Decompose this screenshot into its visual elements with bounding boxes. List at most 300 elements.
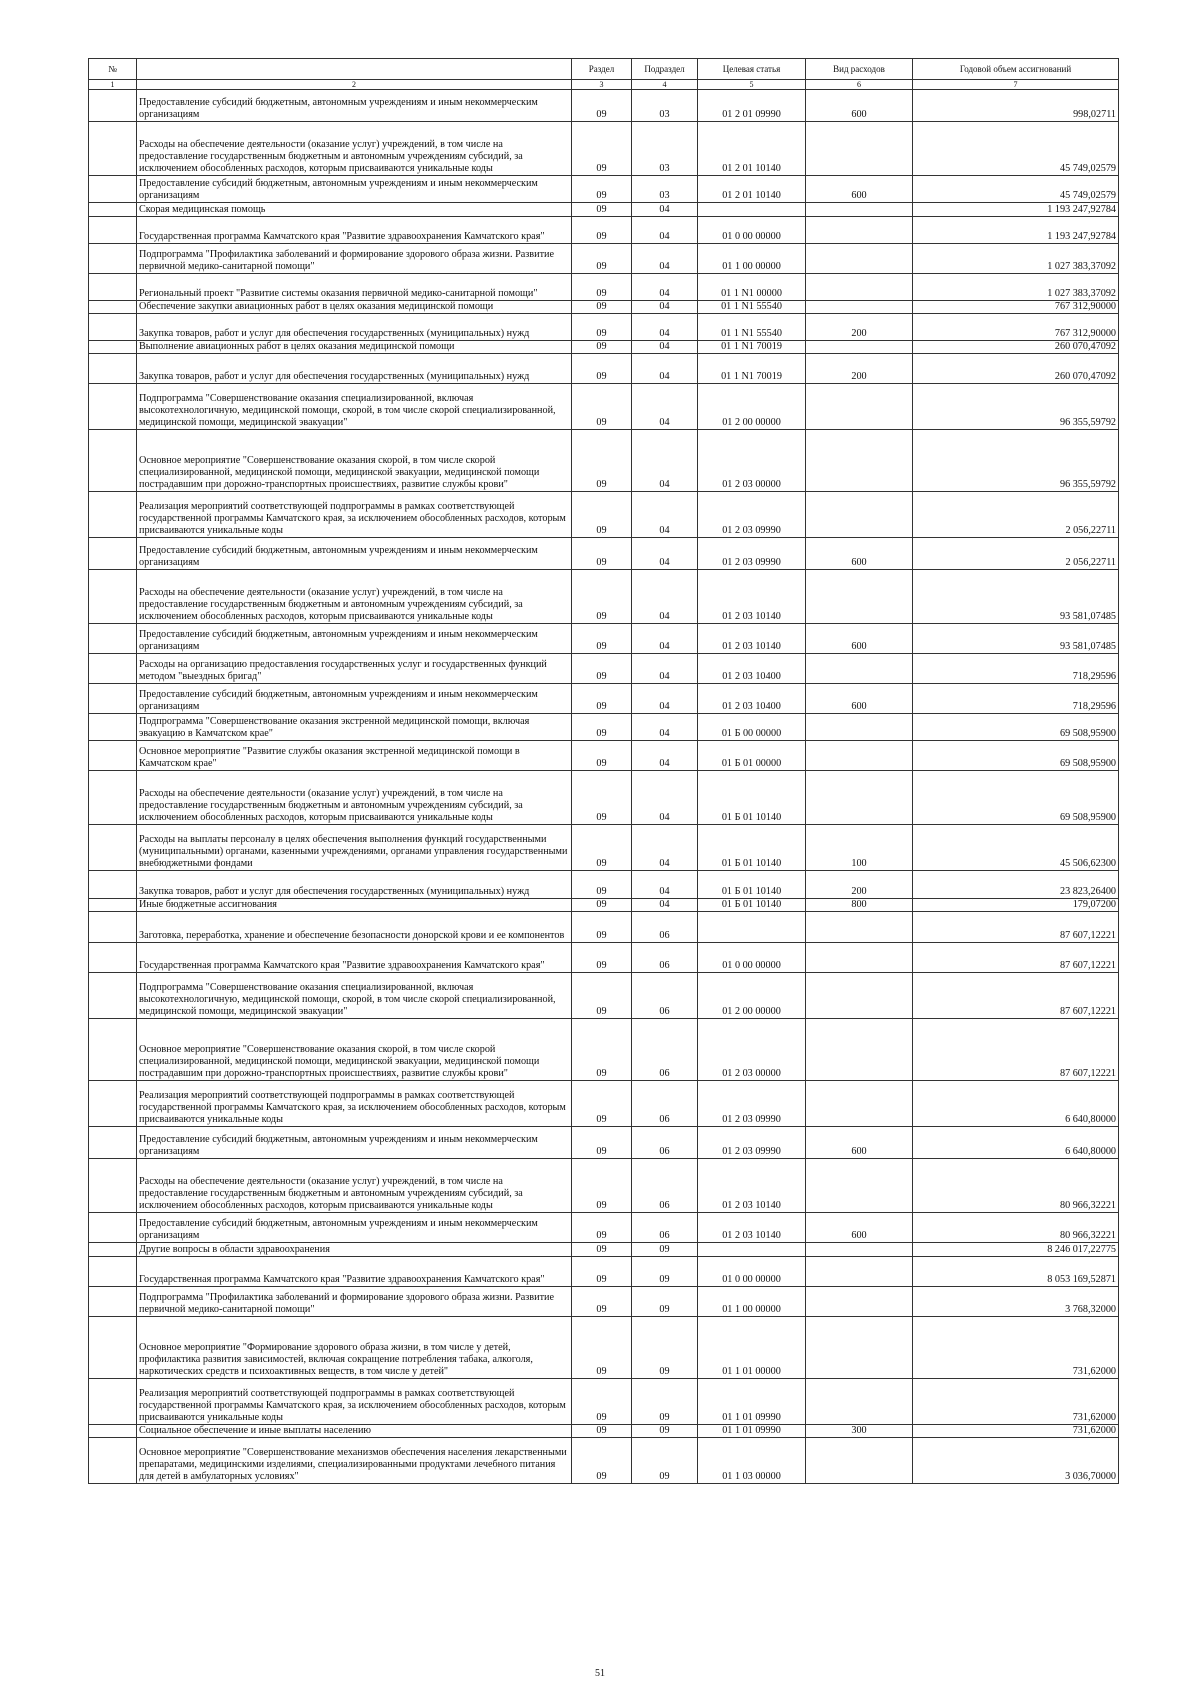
row-subsection-cell: 04 xyxy=(632,341,698,354)
row-section-cell: 09 xyxy=(572,314,632,341)
header-number: 5 xyxy=(698,80,806,90)
row-section-cell: 09 xyxy=(572,871,632,899)
row-number-cell xyxy=(89,771,137,825)
row-article-cell xyxy=(698,912,806,943)
row-kind-cell: 600 xyxy=(806,1213,913,1243)
row-volume-cell: 80 966,32221 xyxy=(913,1213,1119,1243)
table-row xyxy=(89,301,1119,314)
row-number-cell xyxy=(89,1379,137,1425)
row-subsection-cell: 03 xyxy=(632,90,698,122)
row-section-cell: 09 xyxy=(572,1438,632,1484)
row-name-cell: Реализация мероприятий соответствующей подпрограммы в рамках соответствующей государственной программы Камчатского края, за исключением обособленных расходов, которым присваиваются уникальные коды xyxy=(137,1379,572,1425)
row-subsection-cell: 04 xyxy=(632,217,698,244)
row-subsection-cell: 04 xyxy=(632,384,698,430)
header-number: 4 xyxy=(632,80,698,90)
table-row xyxy=(89,176,1119,203)
row-number-cell xyxy=(89,1243,137,1257)
row-name-cell: Подпрограмма "Профилактика заболеваний и формирование здорового образа жизни. Развитие первичной медико-санитарной помощи" xyxy=(137,1287,572,1317)
table-row xyxy=(89,871,1119,899)
row-section-cell: 09 xyxy=(572,122,632,176)
row-kind-cell: 600 xyxy=(806,1127,913,1159)
row-kind-cell: 600 xyxy=(806,624,913,654)
row-name-cell: Обеспечение закупки авиационных работ в целях оказания медицинской помощи xyxy=(137,301,572,314)
header-number: 2 xyxy=(137,80,572,90)
row-kind-cell xyxy=(806,492,913,538)
table-row xyxy=(89,1081,1119,1127)
row-name-cell: Предоставление субсидий бюджетным, автономным учреждениям и иным некоммерческим организациям xyxy=(137,1213,572,1243)
table-row xyxy=(89,654,1119,684)
row-kind-cell xyxy=(806,341,913,354)
row-volume-cell: 1 027 383,37092 xyxy=(913,244,1119,274)
row-number-cell xyxy=(89,1257,137,1287)
row-name-cell: Подпрограмма "Совершенствование оказания экстренной медицинской помощи, включая эвакуацию в Камчатском крае" xyxy=(137,714,572,741)
row-section-cell: 09 xyxy=(572,1317,632,1379)
row-volume-cell: 731,62000 xyxy=(913,1317,1119,1379)
row-article-cell: 01 1 00 00000 xyxy=(698,244,806,274)
row-section-cell: 09 xyxy=(572,341,632,354)
row-volume-cell: 179,07200 xyxy=(913,899,1119,912)
table-row xyxy=(89,1425,1119,1438)
table-row xyxy=(89,122,1119,176)
row-name-cell: Предоставление субсидий бюджетным, автономным учреждениям и иным некоммерческим организациям xyxy=(137,624,572,654)
budget-table xyxy=(88,58,1119,1484)
row-number-cell xyxy=(89,1081,137,1127)
table-row xyxy=(89,354,1119,384)
row-kind-cell xyxy=(806,301,913,314)
row-section-cell: 09 xyxy=(572,176,632,203)
table-body xyxy=(89,90,1119,1484)
row-volume-cell: 96 355,59792 xyxy=(913,384,1119,430)
row-volume-cell: 2 056,22711 xyxy=(913,538,1119,570)
row-section-cell: 09 xyxy=(572,1287,632,1317)
row-kind-cell xyxy=(806,203,913,217)
row-number-cell xyxy=(89,825,137,871)
row-subsection-cell: 04 xyxy=(632,430,698,492)
table-row xyxy=(89,825,1119,871)
row-kind-cell: 100 xyxy=(806,825,913,871)
row-subsection-cell: 04 xyxy=(632,825,698,871)
row-volume-cell: 731,62000 xyxy=(913,1379,1119,1425)
row-name-cell: Закупка товаров, работ и услуг для обеспечения государственных (муниципальных) нужд xyxy=(137,314,572,341)
header-number: 7 xyxy=(913,80,1119,90)
row-subsection-cell: 06 xyxy=(632,912,698,943)
row-article-cell: 01 1 01 09990 xyxy=(698,1425,806,1438)
row-subsection-cell: 04 xyxy=(632,624,698,654)
row-subsection-cell: 04 xyxy=(632,203,698,217)
row-article-cell: 01 2 00 00000 xyxy=(698,384,806,430)
row-subsection-cell: 04 xyxy=(632,570,698,624)
row-article-cell: 01 1 01 00000 xyxy=(698,1317,806,1379)
row-name-cell: Государственная программа Камчатского края "Развитие здравоохранения Камчатского края" xyxy=(137,943,572,973)
row-section-cell: 09 xyxy=(572,570,632,624)
row-name-cell: Государственная программа Камчатского края "Развитие здравоохранения Камчатского края" xyxy=(137,217,572,244)
table-row xyxy=(89,492,1119,538)
row-section-cell: 09 xyxy=(572,1257,632,1287)
row-kind-cell xyxy=(806,1243,913,1257)
row-volume-cell: 8 246 017,22775 xyxy=(913,1243,1119,1257)
row-article-cell: 01 2 03 09990 xyxy=(698,1081,806,1127)
row-subsection-cell: 04 xyxy=(632,714,698,741)
row-kind-cell xyxy=(806,1317,913,1379)
row-volume-cell: 87 607,12221 xyxy=(913,912,1119,943)
row-article-cell: 01 1 03 00000 xyxy=(698,1438,806,1484)
row-article-cell: 01 Б 01 10140 xyxy=(698,771,806,825)
row-subsection-cell: 03 xyxy=(632,122,698,176)
row-volume-cell: 1 193 247,92784 xyxy=(913,203,1119,217)
row-article-cell: 01 2 03 10140 xyxy=(698,570,806,624)
row-subsection-cell: 09 xyxy=(632,1257,698,1287)
row-volume-cell: 8 053 169,52871 xyxy=(913,1257,1119,1287)
row-subsection-cell: 04 xyxy=(632,538,698,570)
row-section-cell: 09 xyxy=(572,1213,632,1243)
row-number-cell xyxy=(89,1425,137,1438)
table-row xyxy=(89,714,1119,741)
table-row xyxy=(89,1019,1119,1081)
row-article-cell: 01 2 03 09990 xyxy=(698,1127,806,1159)
row-section-cell: 09 xyxy=(572,771,632,825)
table-row xyxy=(89,684,1119,714)
row-volume-cell: 731,62000 xyxy=(913,1425,1119,1438)
row-subsection-cell: 04 xyxy=(632,899,698,912)
header-number: 3 xyxy=(572,80,632,90)
table-row xyxy=(89,314,1119,341)
row-kind-cell xyxy=(806,1438,913,1484)
row-kind-cell: 200 xyxy=(806,354,913,384)
row-volume-cell: 6 640,80000 xyxy=(913,1081,1119,1127)
row-kind-cell: 600 xyxy=(806,684,913,714)
row-number-cell xyxy=(89,314,137,341)
row-name-cell: Предоставление субсидий бюджетным, автономным учреждениям и иным некоммерческим организациям xyxy=(137,90,572,122)
row-subsection-cell: 04 xyxy=(632,301,698,314)
row-name-cell: Реализация мероприятий соответствующей подпрограммы в рамках соответствующей государственной программы Камчатского края, за исключением обособленных расходов, которым присваиваются уникальные коды xyxy=(137,1081,572,1127)
row-volume-cell: 96 355,59792 xyxy=(913,430,1119,492)
row-section-cell: 09 xyxy=(572,973,632,1019)
row-article-cell: 01 2 03 00000 xyxy=(698,430,806,492)
row-kind-cell: 800 xyxy=(806,899,913,912)
row-section-cell: 09 xyxy=(572,1081,632,1127)
row-volume-cell: 718,29596 xyxy=(913,654,1119,684)
row-article-cell: 01 2 03 09990 xyxy=(698,492,806,538)
row-kind-cell xyxy=(806,217,913,244)
table-row xyxy=(89,1159,1119,1213)
row-kind-cell xyxy=(806,570,913,624)
row-kind-cell xyxy=(806,1159,913,1213)
row-subsection-cell: 06 xyxy=(632,943,698,973)
row-kind-cell xyxy=(806,973,913,1019)
row-name-cell: Основное мероприятие "Формирование здорового образа жизни, в том числе у детей, профилактика развития зависимостей, включая сокращение потребления табака, алкоголя, наркотических средств и психоактивных веществ, в том числе у детей" xyxy=(137,1317,572,1379)
row-number-cell xyxy=(89,624,137,654)
page-number: 51 xyxy=(595,1668,605,1679)
row-section-cell: 09 xyxy=(572,90,632,122)
row-section-cell: 09 xyxy=(572,244,632,274)
row-section-cell: 09 xyxy=(572,912,632,943)
row-section-cell: 09 xyxy=(572,492,632,538)
row-number-cell xyxy=(89,90,137,122)
row-article-cell: 01 2 00 00000 xyxy=(698,973,806,1019)
row-article-cell: 01 1 N1 70019 xyxy=(698,341,806,354)
row-article-cell: 01 2 01 09990 xyxy=(698,90,806,122)
row-article-cell: 01 2 03 10140 xyxy=(698,1213,806,1243)
table-row xyxy=(89,1438,1119,1484)
row-name-cell: Основное мероприятие "Развитие службы оказания экстренной медицинской помощи в Камчатском крае" xyxy=(137,741,572,771)
row-subsection-cell: 06 xyxy=(632,1127,698,1159)
row-name-cell: Заготовка, переработка, хранение и обеспечение безопасности донорской крови и ее компонентов xyxy=(137,912,572,943)
row-volume-cell: 87 607,12221 xyxy=(913,973,1119,1019)
row-number-cell xyxy=(89,274,137,301)
row-article-cell: 01 2 01 10140 xyxy=(698,176,806,203)
row-article-cell: 01 1 N1 70019 xyxy=(698,354,806,384)
row-article-cell: 01 0 00 00000 xyxy=(698,1257,806,1287)
row-name-cell: Основное мероприятие "Совершенствование механизмов обеспечения населения лекарственными препаратами, медицинскими изделиями, специализированными продуктами лечебного питания для детей в амбулаторных условиях" xyxy=(137,1438,572,1484)
row-kind-cell: 600 xyxy=(806,90,913,122)
row-name-cell: Государственная программа Камчатского края "Развитие здравоохранения Камчатского края" xyxy=(137,1257,572,1287)
row-section-cell: 09 xyxy=(572,1243,632,1257)
table-row xyxy=(89,570,1119,624)
row-subsection-cell: 04 xyxy=(632,771,698,825)
row-volume-cell: 45 749,02579 xyxy=(913,176,1119,203)
row-volume-cell: 93 581,07485 xyxy=(913,624,1119,654)
row-number-cell xyxy=(89,871,137,899)
row-subsection-cell: 06 xyxy=(632,1159,698,1213)
row-number-cell xyxy=(89,430,137,492)
table-row xyxy=(89,624,1119,654)
row-article-cell: 01 Б 00 00000 xyxy=(698,714,806,741)
row-article-cell: 01 Б 01 10140 xyxy=(698,825,806,871)
table-row xyxy=(89,741,1119,771)
table-row xyxy=(89,1287,1119,1317)
table-row xyxy=(89,973,1119,1019)
row-section-cell: 09 xyxy=(572,624,632,654)
row-kind-cell xyxy=(806,384,913,430)
header-no: № xyxy=(89,59,137,80)
row-kind-cell xyxy=(806,122,913,176)
row-section-cell: 09 xyxy=(572,274,632,301)
row-article-cell: 01 Б 01 10140 xyxy=(698,899,806,912)
row-section-cell: 09 xyxy=(572,684,632,714)
row-number-cell xyxy=(89,341,137,354)
row-volume-cell: 1 027 383,37092 xyxy=(913,274,1119,301)
row-volume-cell: 87 607,12221 xyxy=(913,943,1119,973)
row-section-cell: 09 xyxy=(572,714,632,741)
row-kind-cell xyxy=(806,274,913,301)
row-number-cell xyxy=(89,1019,137,1081)
row-number-cell xyxy=(89,570,137,624)
row-number-cell xyxy=(89,1213,137,1243)
row-number-cell xyxy=(89,943,137,973)
row-name-cell: Расходы на выплаты персоналу в целях обеспечения выполнения функций государственными (муниципальными) органами, казенными учреждениями, органами управления государственными внебюджетными фондами xyxy=(137,825,572,871)
row-subsection-cell: 04 xyxy=(632,684,698,714)
table-row xyxy=(89,1127,1119,1159)
row-name-cell: Расходы на обеспечение деятельности (оказание услуг) учреждений, в том числе на предоставление государственным бюджетным и автономным учреждениям субсидий, за исключением обособленных расходов, которым присваиваются уникальные коды xyxy=(137,570,572,624)
row-number-cell xyxy=(89,912,137,943)
row-name-cell: Расходы на организацию предоставления государственных услуг и государственных функций методом "выездных бригад" xyxy=(137,654,572,684)
header-number: 1 xyxy=(89,80,137,90)
row-name-cell: Предоставление субсидий бюджетным, автономным учреждениям и иным некоммерческим организациям xyxy=(137,1127,572,1159)
table-row xyxy=(89,384,1119,430)
row-article-cell: 01 2 03 10140 xyxy=(698,624,806,654)
header-section: Раздел xyxy=(572,59,632,80)
row-article-cell: 01 0 00 00000 xyxy=(698,943,806,973)
row-name-cell: Социальное обеспечение и иные выплаты населению xyxy=(137,1425,572,1438)
table-row xyxy=(89,943,1119,973)
row-subsection-cell: 09 xyxy=(632,1317,698,1379)
row-kind-cell xyxy=(806,1379,913,1425)
row-kind-cell xyxy=(806,1257,913,1287)
row-subsection-cell: 06 xyxy=(632,1081,698,1127)
row-volume-cell: 45 749,02579 xyxy=(913,122,1119,176)
header-kind: Вид расходов xyxy=(806,59,913,80)
row-article-cell: 01 2 03 10400 xyxy=(698,684,806,714)
row-volume-cell: 87 607,12221 xyxy=(913,1019,1119,1081)
row-article-cell: 01 1 N1 55540 xyxy=(698,314,806,341)
row-article-cell: 01 0 00 00000 xyxy=(698,217,806,244)
row-name-cell: Реализация мероприятий соответствующей подпрограммы в рамках соответствующей государственной программы Камчатского края, за исключением обособленных расходов, которым присваиваются уникальные коды xyxy=(137,492,572,538)
row-number-cell xyxy=(89,973,137,1019)
row-number-cell xyxy=(89,654,137,684)
row-article-cell: 01 1 N1 00000 xyxy=(698,274,806,301)
row-volume-cell: 718,29596 xyxy=(913,684,1119,714)
row-volume-cell: 767 312,90000 xyxy=(913,314,1119,341)
row-volume-cell: 1 193 247,92784 xyxy=(913,217,1119,244)
row-kind-cell: 600 xyxy=(806,538,913,570)
row-kind-cell: 200 xyxy=(806,871,913,899)
row-subsection-cell: 06 xyxy=(632,1019,698,1081)
row-number-cell xyxy=(89,1287,137,1317)
table-row xyxy=(89,1243,1119,1257)
header-name xyxy=(137,59,572,80)
row-article-cell: 01 2 01 10140 xyxy=(698,122,806,176)
row-number-cell xyxy=(89,354,137,384)
row-number-cell xyxy=(89,492,137,538)
row-number-cell xyxy=(89,684,137,714)
row-article-cell: 01 2 03 00000 xyxy=(698,1019,806,1081)
row-name-cell: Региональный проект "Развитие системы оказания первичной медико-санитарной помощи" xyxy=(137,274,572,301)
row-section-cell: 09 xyxy=(572,741,632,771)
row-volume-cell: 45 506,62300 xyxy=(913,825,1119,871)
row-volume-cell: 3 036,70000 xyxy=(913,1438,1119,1484)
row-subsection-cell: 04 xyxy=(632,492,698,538)
row-kind-cell: 300 xyxy=(806,1425,913,1438)
row-subsection-cell: 04 xyxy=(632,244,698,274)
row-section-cell: 09 xyxy=(572,943,632,973)
row-kind-cell xyxy=(806,654,913,684)
row-kind-cell xyxy=(806,714,913,741)
row-kind-cell: 600 xyxy=(806,176,913,203)
table-row xyxy=(89,538,1119,570)
header-subsection: Подраздел xyxy=(632,59,698,80)
row-section-cell: 09 xyxy=(572,217,632,244)
row-section-cell: 09 xyxy=(572,384,632,430)
row-subsection-cell: 09 xyxy=(632,1287,698,1317)
row-kind-cell xyxy=(806,1287,913,1317)
row-section-cell: 09 xyxy=(572,1425,632,1438)
row-number-cell xyxy=(89,1127,137,1159)
row-number-cell xyxy=(89,899,137,912)
row-article-cell xyxy=(698,203,806,217)
row-volume-cell: 23 823,26400 xyxy=(913,871,1119,899)
row-section-cell: 09 xyxy=(572,538,632,570)
row-volume-cell: 2 056,22711 xyxy=(913,492,1119,538)
row-volume-cell: 69 508,95900 xyxy=(913,741,1119,771)
row-kind-cell xyxy=(806,1081,913,1127)
row-subsection-cell: 04 xyxy=(632,741,698,771)
row-name-cell: Выполнение авиационных работ в целях оказания медицинской помощи xyxy=(137,341,572,354)
row-volume-cell: 998,02711 xyxy=(913,90,1119,122)
row-volume-cell: 80 966,32221 xyxy=(913,1159,1119,1213)
row-volume-cell: 6 640,80000 xyxy=(913,1127,1119,1159)
row-number-cell xyxy=(89,1317,137,1379)
header-number: 6 xyxy=(806,80,913,90)
row-number-cell xyxy=(89,217,137,244)
row-number-cell xyxy=(89,714,137,741)
row-volume-cell: 260 070,47092 xyxy=(913,354,1119,384)
row-volume-cell: 3 768,32000 xyxy=(913,1287,1119,1317)
row-kind-cell xyxy=(806,1019,913,1081)
row-article-cell: 01 1 N1 55540 xyxy=(698,301,806,314)
row-section-cell: 09 xyxy=(572,1159,632,1213)
row-name-cell: Закупка товаров, работ и услуг для обеспечения государственных (муниципальных) нужд xyxy=(137,871,572,899)
table-row xyxy=(89,1317,1119,1379)
table-row xyxy=(89,217,1119,244)
row-volume-cell: 69 508,95900 xyxy=(913,771,1119,825)
row-section-cell: 09 xyxy=(572,899,632,912)
table-row xyxy=(89,244,1119,274)
row-subsection-cell: 04 xyxy=(632,871,698,899)
table-row xyxy=(89,1379,1119,1425)
row-name-cell: Основное мероприятие "Совершенствование оказания скорой, в том числе скорой специализированной, медицинской помощи, медицинской эвакуации, медицинской помощи пострадавшим при дорожно-транспортных происшествиях, развитие службы крови" xyxy=(137,430,572,492)
row-article-cell: 01 1 00 00000 xyxy=(698,1287,806,1317)
row-subsection-cell: 09 xyxy=(632,1425,698,1438)
table-row xyxy=(89,912,1119,943)
row-volume-cell: 767 312,90000 xyxy=(913,301,1119,314)
row-name-cell: Предоставление субсидий бюджетным, автономным учреждениям и иным некоммерческим организациям xyxy=(137,684,572,714)
row-subsection-cell: 09 xyxy=(632,1438,698,1484)
row-subsection-cell: 04 xyxy=(632,354,698,384)
row-subsection-cell: 06 xyxy=(632,1213,698,1243)
row-number-cell xyxy=(89,741,137,771)
row-section-cell: 09 xyxy=(572,1379,632,1425)
row-name-cell: Скорая медицинская помощь xyxy=(137,203,572,217)
row-number-cell xyxy=(89,176,137,203)
row-name-cell: Предоставление субсидий бюджетным, автономным учреждениям и иным некоммерческим организациям xyxy=(137,538,572,570)
row-article-cell xyxy=(698,1243,806,1257)
table-row xyxy=(89,203,1119,217)
row-name-cell: Расходы на обеспечение деятельности (оказание услуг) учреждений, в том числе на предоставление государственным бюджетным и автономным учреждениям субсидий, за исключением обособленных расходов, которым присваиваются уникальные коды xyxy=(137,771,572,825)
row-subsection-cell: 09 xyxy=(632,1243,698,1257)
row-number-cell xyxy=(89,122,137,176)
row-section-cell: 09 xyxy=(572,354,632,384)
header-volume: Годовой объем ассигнований xyxy=(913,59,1119,80)
row-section-cell: 09 xyxy=(572,1127,632,1159)
table-row xyxy=(89,274,1119,301)
row-article-cell: 01 2 03 09990 xyxy=(698,538,806,570)
row-name-cell: Расходы на обеспечение деятельности (оказание услуг) учреждений, в том числе на предоставление государственным бюджетным и автономным учреждениям субсидий, за исключением обособленных расходов, которым присваиваются уникальные коды xyxy=(137,1159,572,1213)
table-row xyxy=(89,1257,1119,1287)
row-section-cell: 09 xyxy=(572,430,632,492)
row-kind-cell xyxy=(806,741,913,771)
row-kind-cell xyxy=(806,912,913,943)
row-section-cell: 09 xyxy=(572,654,632,684)
row-kind-cell xyxy=(806,430,913,492)
row-number-cell xyxy=(89,301,137,314)
row-name-cell: Подпрограмма "Совершенствование оказания специализированной, включая высокотехнологичную, медицинской помощи, скорой, в том числе скорой специализированной, медицинской помощи, медицинской эвакуации" xyxy=(137,973,572,1019)
row-article-cell: 01 2 03 10140 xyxy=(698,1159,806,1213)
row-article-cell: 01 2 03 10400 xyxy=(698,654,806,684)
row-kind-cell: 200 xyxy=(806,314,913,341)
row-article-cell: 01 Б 01 10140 xyxy=(698,871,806,899)
table-row xyxy=(89,771,1119,825)
row-section-cell: 09 xyxy=(572,1019,632,1081)
